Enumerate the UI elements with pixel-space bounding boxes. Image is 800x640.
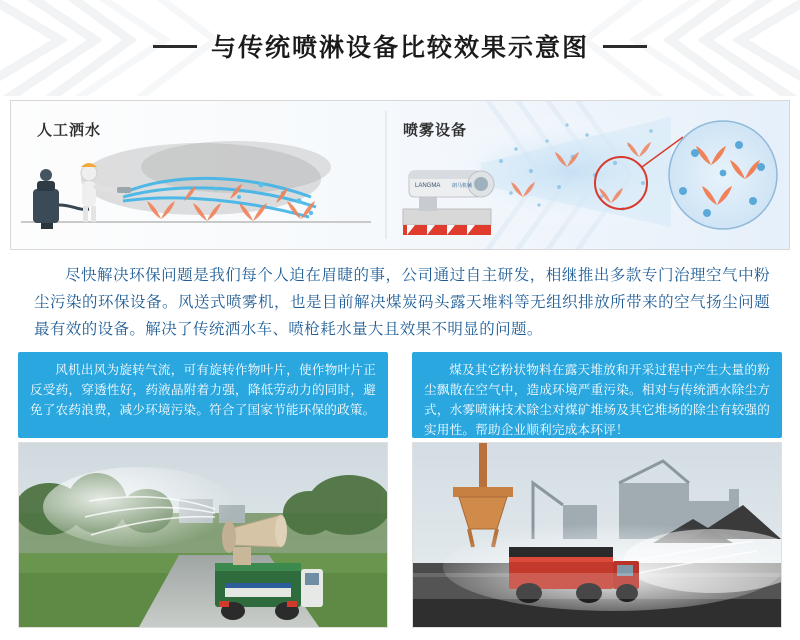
panel-coal-yard — [412, 352, 782, 628]
svg-text:朗马机械: 朗马机械 — [452, 183, 473, 189]
banner-label-fogger: 喷雾设备 — [403, 122, 468, 139]
svg-text:LANGMA: LANGMA — [415, 183, 441, 189]
comparison-banner — [10, 100, 790, 250]
banner-label-manual: 人工洒水 — [37, 122, 102, 139]
panel-caption-left: 风机出风为旋转气流，可有旋转作物叶片，使作物叶片正反受药，穿透性好，药液晶附着力强，降低劳动力的同时，避免了农药浪费，减少环境污染。符合了国家节能环保的政策。 — [18, 352, 388, 438]
panel-caption-right: 煤及其它粉状物料在露天堆放和开采过程中产生大量的粉尘飘散在空气中，造成环境严重污染。相对与传统洒水除尘方式，水雾喷淋技术除尘对煤矿堆场及其它堆场的除尘有较强的实用性。帮助企业顺利完成本环评！ — [412, 352, 782, 438]
panel-photo-right — [412, 442, 782, 628]
page-title-bar — [0, 18, 800, 74]
panel-crop-spraying — [18, 352, 388, 628]
panel-photo-left — [18, 442, 388, 628]
intro-paragraph: 尽快解决环保问题是我们每个人迫在眉睫的事，公司通过自主研发，相继推出多款专门治理空气中粉尘污染的环保设备。风送式喷雾机，也是目前解决煤炭码头露天堆料等无组织排放所带来的空气扬尘问题最有效的设备。解决了传统洒水车、喷枪耗水量大且效果不明显的问题。 — [34, 267, 770, 338]
title-rule-right — [603, 45, 647, 48]
page-title: 与传统喷淋设备比较效果示意图 — [210, 34, 589, 62]
title-rule-left — [153, 45, 197, 48]
